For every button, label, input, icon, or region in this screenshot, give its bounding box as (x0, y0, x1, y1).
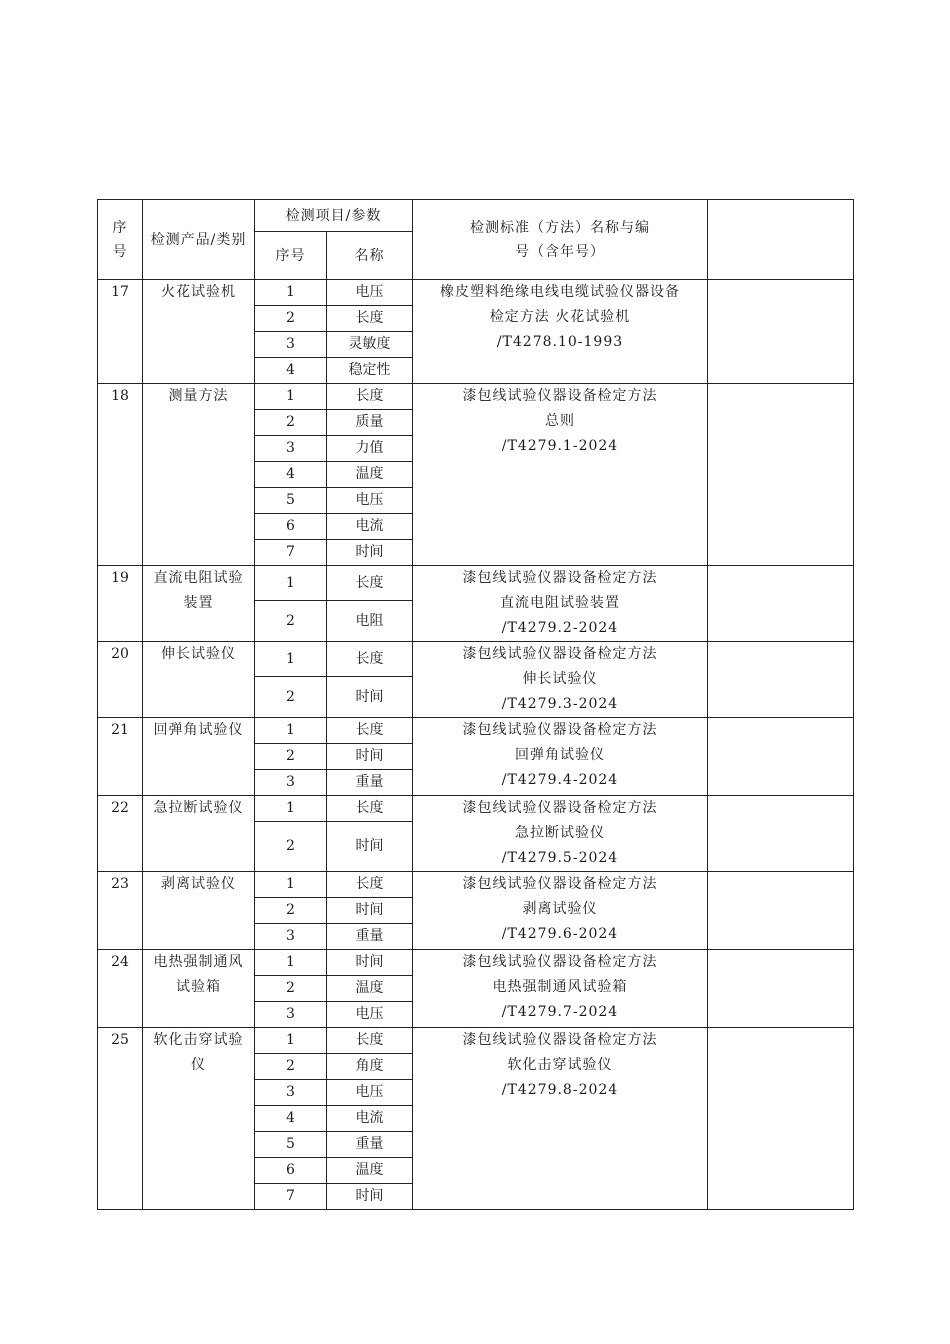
item-number: 4 (255, 1106, 327, 1132)
item-name: 电压 (327, 488, 413, 514)
item-name: 重量 (327, 770, 413, 796)
item-name: 时间 (327, 822, 413, 872)
standard-line: 直流电阻试验装置 (500, 595, 620, 611)
item-number: 7 (255, 540, 327, 566)
item-number: 3 (255, 924, 327, 950)
header-item-no: 序号 (255, 232, 327, 280)
item-number: 3 (255, 1002, 327, 1028)
row-number: 23 (98, 872, 143, 950)
row-number: 19 (98, 566, 143, 642)
item-name: 时间 (327, 677, 413, 718)
table-row (98, 384, 854, 410)
item-name: 时间 (327, 1184, 413, 1210)
row-number: 22 (98, 796, 143, 872)
remark-cell (708, 1028, 854, 1210)
standard-line: 漆包线试验仪器设备检定方法 (462, 388, 658, 404)
item-number: 1 (255, 718, 327, 744)
item-number: 1 (255, 950, 327, 976)
item-number: 2 (255, 677, 327, 718)
item-number: 2 (255, 1054, 327, 1080)
item-name: 长度 (327, 566, 413, 601)
remark-cell (708, 642, 854, 718)
item-number: 1 (255, 280, 327, 306)
standard-cell (413, 718, 708, 796)
item-number: 3 (255, 436, 327, 462)
item-name: 角度 (327, 1054, 413, 1080)
header-product: 检测产品/类别 (143, 200, 255, 280)
item-name: 重量 (327, 1132, 413, 1158)
header-item-name: 名称 (327, 232, 413, 280)
item-number: 1 (255, 384, 327, 410)
product-name: 测量方法 (143, 384, 255, 566)
standard-cell (413, 950, 708, 1028)
item-name: 时间 (327, 950, 413, 976)
product-name: 火花试验机 (143, 280, 255, 384)
item-name: 电压 (327, 1080, 413, 1106)
product-name: 剥离试验仪 (143, 872, 255, 950)
header-items: 检测项目/参数 (255, 200, 413, 232)
item-name: 长度 (327, 306, 413, 332)
standard-line: 漆包线试验仪器设备检定方法 (462, 570, 658, 586)
standard-line: 漆包线试验仪器设备检定方法 (462, 876, 658, 892)
remark-cell (708, 280, 854, 384)
standard-line: /T4279.5-2024 (501, 850, 619, 866)
item-number: 2 (255, 822, 327, 872)
item-name: 质量 (327, 410, 413, 436)
standard-line: 漆包线试验仪器设备检定方法 (462, 800, 658, 816)
standard-cell (413, 384, 708, 566)
product-name: 回弹角试验仪 (143, 718, 255, 796)
item-name: 温度 (327, 462, 413, 488)
standard-line: 检定方法 火花试验机 (489, 309, 631, 325)
standard-line: /T4279.6-2024 (501, 926, 619, 942)
standard-line: 急拉断试验仪 (515, 825, 605, 841)
remark-cell (708, 718, 854, 796)
product-name: 直流电阻试验装置 (143, 566, 255, 642)
standard-cell (413, 1028, 708, 1210)
item-number: 6 (255, 514, 327, 540)
standard-line: 漆包线试验仪器设备检定方法 (462, 722, 658, 738)
item-number: 5 (255, 1132, 327, 1158)
standard-line: /T4279.2-2024 (501, 620, 619, 636)
item-number: 2 (255, 976, 327, 1002)
item-number: 1 (255, 872, 327, 898)
item-name: 时间 (327, 898, 413, 924)
standard-line: /T4278.10-1993 (496, 334, 624, 350)
table-row (98, 718, 854, 744)
header-no: 序号 (98, 200, 143, 280)
item-number: 4 (255, 462, 327, 488)
item-name: 电压 (327, 280, 413, 306)
item-number: 1 (255, 1028, 327, 1054)
standard-line: 电热强制通风试验箱 (492, 979, 628, 995)
inspection-standards-table (97, 199, 854, 1210)
standard-cell (413, 796, 708, 872)
remark-cell (708, 384, 854, 566)
row-number: 25 (98, 1028, 143, 1210)
standard-cell (413, 566, 708, 642)
product-name: 软化击穿试验仪 (143, 1028, 255, 1210)
item-name: 电阻 (327, 601, 413, 642)
standard-line: 漆包线试验仪器设备检定方法 (462, 1032, 658, 1048)
standard-line: /T4279.8-2024 (501, 1082, 619, 1098)
item-number: 2 (255, 744, 327, 770)
table-row (98, 642, 854, 677)
standard-line: /T4279.7-2024 (501, 1004, 619, 1020)
standard-line: 总则 (545, 413, 575, 429)
table-row (98, 796, 854, 822)
standard-line: /T4279.1-2024 (501, 438, 619, 454)
header-standard: 检测标准（方法）名称与编号（含年号） (413, 200, 708, 280)
table-row (98, 872, 854, 898)
standard-line: 漆包线试验仪器设备检定方法 (462, 954, 658, 970)
item-name: 温度 (327, 1158, 413, 1184)
row-number: 21 (98, 718, 143, 796)
item-number: 3 (255, 770, 327, 796)
row-number: 20 (98, 642, 143, 718)
item-name: 电流 (327, 514, 413, 540)
item-name: 长度 (327, 642, 413, 677)
product-name: 急拉断试验仪 (143, 796, 255, 872)
item-number: 1 (255, 642, 327, 677)
item-name: 电压 (327, 1002, 413, 1028)
table-row (98, 566, 854, 601)
standard-cell (413, 872, 708, 950)
item-name: 温度 (327, 976, 413, 1002)
standard-line: 回弹角试验仪 (515, 747, 605, 763)
row-number: 18 (98, 384, 143, 566)
item-name: 时间 (327, 540, 413, 566)
remark-cell (708, 872, 854, 950)
standard-cell (413, 642, 708, 718)
remark-cell (708, 796, 854, 872)
item-number: 3 (255, 332, 327, 358)
item-name: 时间 (327, 744, 413, 770)
item-number: 2 (255, 410, 327, 436)
item-name: 电流 (327, 1106, 413, 1132)
product-name: 电热强制通风试验箱 (143, 950, 255, 1028)
standard-line: 剥离试验仪 (522, 901, 598, 917)
item-number: 6 (255, 1158, 327, 1184)
row-number: 17 (98, 280, 143, 384)
item-number: 5 (255, 488, 327, 514)
item-number: 2 (255, 898, 327, 924)
item-number: 2 (255, 601, 327, 642)
item-name: 稳定性 (327, 358, 413, 384)
item-name: 力值 (327, 436, 413, 462)
standard-line: 橡皮塑料绝缘电线电缆试验仪器设备 (440, 284, 680, 300)
item-name: 长度 (327, 384, 413, 410)
standard-line: /T4279.4-2024 (501, 772, 619, 788)
item-number: 1 (255, 796, 327, 822)
item-number: 2 (255, 306, 327, 332)
table-row (98, 280, 854, 306)
item-name: 长度 (327, 718, 413, 744)
item-number: 1 (255, 566, 327, 601)
remark-cell (708, 566, 854, 642)
standard-line: 软化击穿试验仪 (507, 1057, 613, 1073)
item-number: 4 (255, 358, 327, 384)
row-number: 24 (98, 950, 143, 1028)
remark-cell (708, 950, 854, 1028)
header-remark (708, 200, 854, 280)
item-name: 长度 (327, 796, 413, 822)
header-row (98, 200, 854, 232)
item-name: 灵敏度 (327, 332, 413, 358)
table-row (98, 1028, 854, 1054)
item-name: 重量 (327, 924, 413, 950)
standard-line: /T4279.3-2024 (501, 696, 619, 712)
standard-line: 伸长试验仪 (522, 671, 598, 687)
item-name: 长度 (327, 1028, 413, 1054)
item-number: 7 (255, 1184, 327, 1210)
item-name: 长度 (327, 872, 413, 898)
table-row (98, 950, 854, 976)
item-number: 3 (255, 1080, 327, 1106)
standard-line: 漆包线试验仪器设备检定方法 (462, 646, 658, 662)
standard-cell (413, 280, 708, 384)
product-name: 伸长试验仪 (143, 642, 255, 718)
